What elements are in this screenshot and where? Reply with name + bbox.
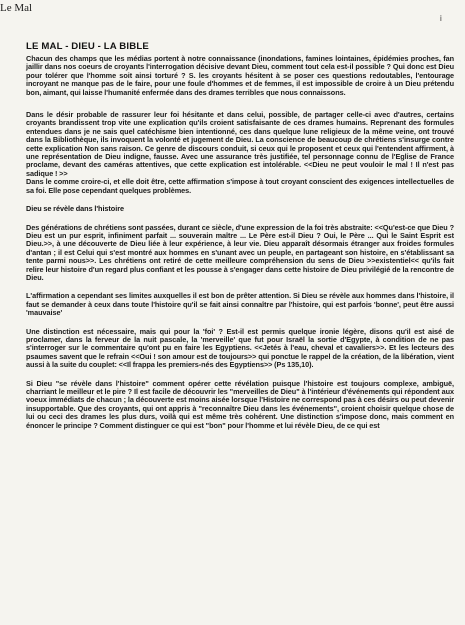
- document-title: LE MAL - DIEU - LA BIBLE: [26, 41, 149, 52]
- paragraph-distinction: Une distinction est nécessaire, mais qui pour la 'foi' ? Est-il est permis quelque ironie légère, disons qu'il est aisé de proclamer, dans la ferveur de la nuit pascale, la 'merveille' que fut pour Israël la sortie d'Egypte, à condition de ne pas s'interroger sur le commentaire qu'ont pu en faire les Egyptiens. <<Jetés à l'eau, cheval et cavaliers>>. Et les lecteurs des psaumes savent que le refrain <<Oui ! son amour est de toujours>> qui ponctue le rappel de la création, de la libération, vient aussi à la suite du couplet: <<Il frappa les premiers-nés des Egyptiens>> (Ps 135,10).: [26, 326, 454, 370]
- page-mark: i: [440, 14, 442, 23]
- book-title-fragment: Le Mal: [0, 2, 33, 14]
- section-heading: Dieu se révèle dans l'histoire: [26, 204, 124, 214]
- paragraph-revelation: Si Dieu "se révèle dans l'histoire" comment opérer cette révélation puisque l'histoire est toujours complexe, ambiguë, charriant le meilleur et le pire ? Il est facile de découvrir les "merveilles de Dieu" à l'intérieur d'événements qui répondent aux voeux immédiats de chacun ; la découverte est moins aisée lorsque l'Histoire ne correspond pas à ces désirs ou peut devenir insupportable. Que des croyants, qui ont appris à "reconnaître Dieu dans les événements", croient choisir quelque chose de lui ou ceci des drames les plus durs, voilà qui est même très cohérent. Une distinction s'impose donc, mais comment en énoncer le principe ? Comment distinguer ce qui est "bon" pour l'homme et lui révèle Dieu, de ce qui est: [26, 378, 454, 430]
- paragraph-affirmation: Dans le comme croire-ci, et elle doit être, cette affirmation s'impose à tout croyant conscient des exigences intellectuelles de sa foi. Elle pose cependant quelques problèmes.: [26, 177, 454, 195]
- paragraph-intro: Chacun des champs que les médias portent à notre connaissance (inondations, famines lointaines, épidémies proches, fan jaillir dans nos coeurs de croyants l'interrogation décisive devant Dieu, comment tout cela est-il possible ? Qui donc est Dieu pour tolérer que l'homme soit ainsi torturé ? S. les croyants hésitent à se poser ces questions redoutables, l'entourage incroyant ne manque pas de le faire, pour une foule d'hommes et de femmes, il est impossible de croire à un Dieu prétendu bon, aimant, qui laisse l'humanité enfermée dans des drames terribles que nous connaissons.: [26, 54, 454, 97]
- paragraph-explanation: Dans le désir probable de rassurer leur foi hésitante et dans celui, possible, de partager celle-ci avec d'autres, certains croyants brandissent trop vite une explication qu'ils croient satisfaisante de ces drames humains. Reprenant des formules entendues dans je ne sais quel catéchisme bien intentionné, ces dans quelque lune religieux de la même veine, ont trouvé dans la Bibliothèque, ils invoquent la volonté et jugement de Dieu. La conscience de beaucoup de chrétiens s'insurge contre cette explication Non sans raison. Ce genre de discours conduit, si ceux qui le proposent et ceux qui l'entendent affirment, à une représentation de Dieu indigne, fausse. Avec une assurance très justifiée, tel personnage connu de l'Eglise de France proclame, devant des caméras attentives, que cette explication est intolérable. <<Dieu ne peut vouloir le mal ! Il n'est pas sadique ! >>: [26, 110, 454, 178]
- spacer: [26, 97, 454, 111]
- document-body: [26, 41, 454, 430]
- paragraph-generations: Des générations de chrétiens sont passées, durant ce siècle, d'une expression de la foi très abstraite: <<Qu'est-ce que Dieu ? Dieu est un pur esprit, infiniment parfait ... souverain maître ... Le Père est-il Dieu ? Oui, le Père ... Qui le Saint Esprit est Dieu.>>, à une découverte de Dieu liée à leur expérience, à leur vie. Dieu apparaît désormais étranger aux froides formules d'antan ; il est Celui qui s'est montré aux hommes en s'unant avec un peuple, en partageant son histoire, en s'établissant sa tente parmi nous>>. Les chrétiens ont retiré de cette meilleure compréhension du sens de Dieu >>existentiel<< qu'ils fait relire leur histoire d'un regard plus confiant et les pousse à s'engager dans cette histoire de Dieu privilégié de la rencontre de Dieu.: [26, 222, 454, 282]
- spacer: [26, 214, 454, 224]
- paragraph-limits: L'affirmation a cependant ses limites auxquelles il est bon de prêter attention. Si Dieu se révèle aux hommes dans l'histoire, il faut se demander à ceux dans toute l'histoire qu'il se fait ainsi connaître par l'histoire, qui est parfois 'bonne', peut être aussi 'mauvaise': [26, 291, 454, 318]
